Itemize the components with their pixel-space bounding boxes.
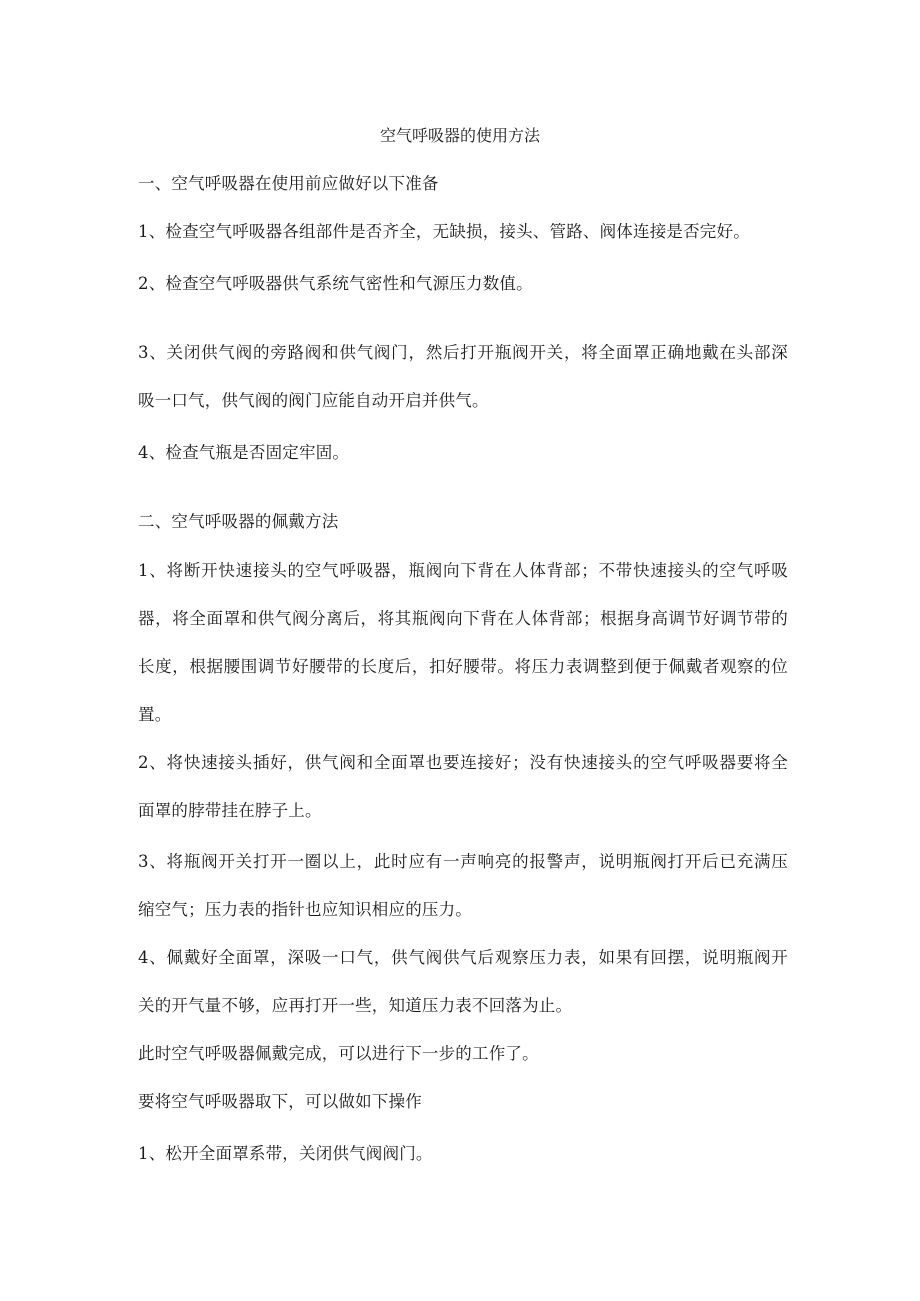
paragraph-line: 1、检查空气呼吸器各组部件是否齐全，无缺损，接头、管路、阀体连接是否完好。 <box>138 222 750 241</box>
paragraph-line: 吸一口气，供气阀的阀门应能自动开启并供气。 <box>138 391 489 410</box>
paragraph-line: 器，将全面罩和供气阀分离后，将其瓶阀向下背在人体背部；根据身高调节好调节带的 <box>138 609 788 628</box>
paragraph-line: 要将空气呼吸器取下，可以做如下操作 <box>138 1092 422 1111</box>
paragraph-line: 1、松开全面罩系带，关闭供气阀阀门。 <box>138 1144 433 1163</box>
section-heading-preparation: 一、空气呼吸器在使用前应做好以下准备 <box>138 174 439 193</box>
paragraph-line: 置。 <box>138 705 172 724</box>
paragraph-line: 关的开气量不够，应再打开一些，知道压力表不回落为止。 <box>138 996 573 1015</box>
paragraph-line: 4、佩戴好全面罩，深吸一口气，供气阀供气后观察压力表，如果有回摆，说明瓶阀开 <box>138 948 788 967</box>
paragraph-line: 3、关闭供气阀的旁路阀和供气阀门，然后打开瓶阀开关，将全面罩正确地戴在头部深 <box>138 343 788 362</box>
paragraph-line: 3、将瓶阀开关打开一圈以上，此时应有一声响亮的报警声，说明瓶阀打开后已充满压 <box>138 852 788 871</box>
section-heading-wearing: 二、空气呼吸器的佩戴方法 <box>138 512 339 531</box>
paragraph-line: 缩空气；压力表的指针也应知识相应的压力。 <box>138 900 472 919</box>
paragraph-line: 面罩的脖带挂在脖子上。 <box>138 801 322 820</box>
paragraph-line: 此时空气呼吸器佩戴完成，可以进行下一步的工作了。 <box>138 1044 539 1063</box>
paragraph-line: 长度，根据腰围调节好腰带的长度后，扣好腰带。将压力表调整到便于佩戴者观察的位 <box>138 657 788 676</box>
paragraph-line: 2、将快速接头插好，供气阀和全面罩也要连接好；没有快速接头的空气呼吸器要将全 <box>138 753 788 772</box>
document-title: 空气呼吸器的使用方法 <box>379 126 540 145</box>
paragraph-line: 1、将断开快速接头的空气呼吸器，瓶阀向下背在人体背部；不带快速接头的空气呼吸 <box>138 561 788 580</box>
paragraph-line: 4、检查气瓶是否固定牢固。 <box>138 443 350 462</box>
paragraph-line: 2、检查空气呼吸器供气系统气密性和气源压力数值。 <box>138 274 533 293</box>
